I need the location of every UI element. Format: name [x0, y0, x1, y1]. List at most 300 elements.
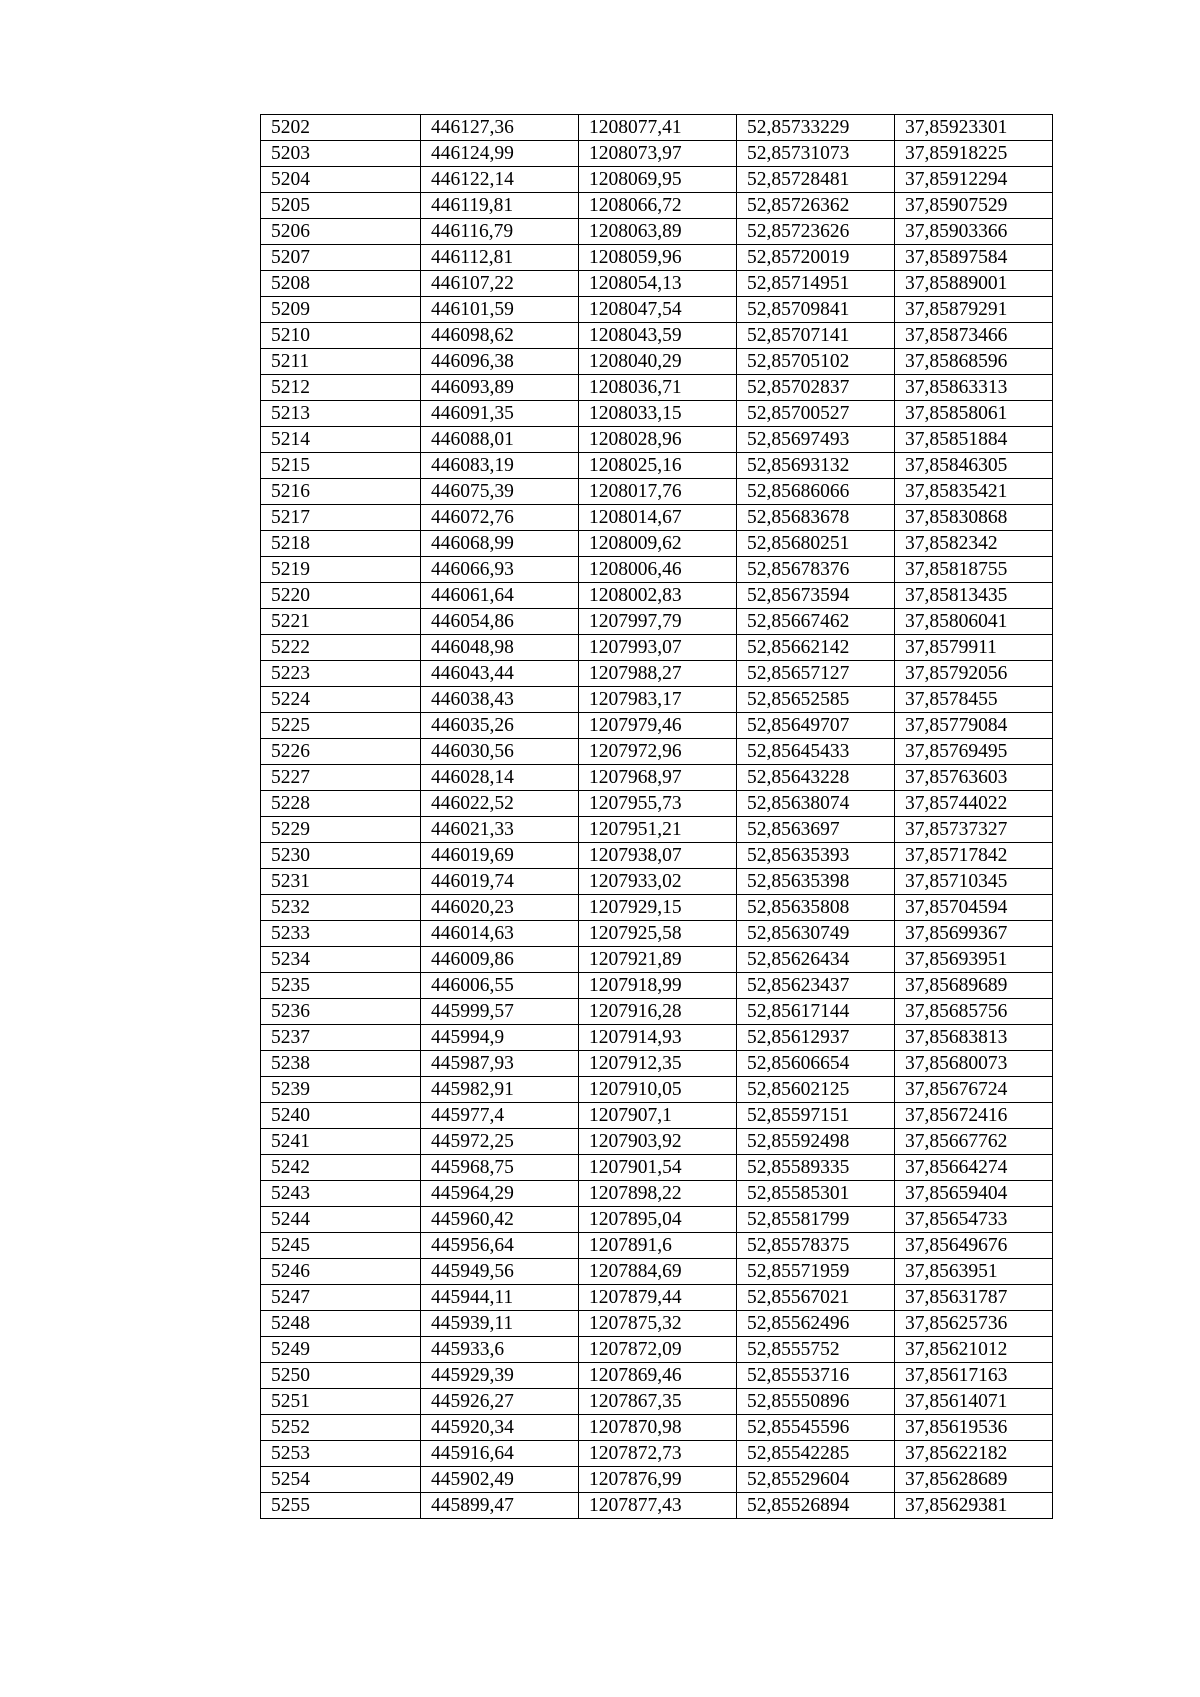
point-number-cell: 5213: [261, 401, 421, 427]
point-number-cell: 5217: [261, 505, 421, 531]
point-number-cell: 5229: [261, 817, 421, 843]
x-coordinate-cell: 446119,81: [421, 193, 579, 219]
point-number-cell: 5216: [261, 479, 421, 505]
x-coordinate-cell: 446038,43: [421, 687, 579, 713]
latitude-cell: 52,85643228: [737, 765, 895, 791]
table-row: [261, 1467, 1053, 1493]
x-coordinate-cell: 445999,57: [421, 999, 579, 1025]
x-coordinate-cell: 446054,86: [421, 609, 579, 635]
x-coordinate-cell: 446101,59: [421, 297, 579, 323]
point-number-cell: 5224: [261, 687, 421, 713]
table-row: [261, 661, 1053, 687]
latitude-cell: 52,85578375: [737, 1233, 895, 1259]
y-coordinate-cell: 1208073,97: [579, 141, 737, 167]
point-number-cell: 5208: [261, 271, 421, 297]
point-number-cell: 5252: [261, 1415, 421, 1441]
y-coordinate-cell: 1208028,96: [579, 427, 737, 453]
table-row: [261, 947, 1053, 973]
longitude-cell: 37,85779084: [895, 713, 1053, 739]
longitude-cell: 37,85676724: [895, 1077, 1053, 1103]
point-number-cell: 5202: [261, 115, 421, 141]
latitude-cell: 52,85657127: [737, 661, 895, 687]
table-row: [261, 479, 1053, 505]
latitude-cell: 52,85645433: [737, 739, 895, 765]
latitude-cell: 52,85542285: [737, 1441, 895, 1467]
x-coordinate-cell: 446083,19: [421, 453, 579, 479]
point-number-cell: 5238: [261, 1051, 421, 1077]
x-coordinate-cell: 446072,76: [421, 505, 579, 531]
x-coordinate-cell: 446019,74: [421, 869, 579, 895]
point-number-cell: 5210: [261, 323, 421, 349]
table-row: [261, 531, 1053, 557]
latitude-cell: 52,85697493: [737, 427, 895, 453]
table-row: [261, 1103, 1053, 1129]
longitude-cell: 37,85918225: [895, 141, 1053, 167]
point-number-cell: 5255: [261, 1493, 421, 1519]
y-coordinate-cell: 1208006,46: [579, 557, 737, 583]
latitude-cell: 52,85731073: [737, 141, 895, 167]
latitude-cell: 52,85693132: [737, 453, 895, 479]
longitude-cell: 37,85879291: [895, 297, 1053, 323]
y-coordinate-cell: 1207921,89: [579, 947, 737, 973]
longitude-cell: 37,85863313: [895, 375, 1053, 401]
point-number-cell: 5209: [261, 297, 421, 323]
latitude-cell: 52,85562496: [737, 1311, 895, 1337]
y-coordinate-cell: 1208002,83: [579, 583, 737, 609]
table-row: [261, 1233, 1053, 1259]
table-row: [261, 1259, 1053, 1285]
latitude-cell: 52,85726362: [737, 193, 895, 219]
y-coordinate-cell: 1208069,95: [579, 167, 737, 193]
longitude-cell: 37,85763603: [895, 765, 1053, 791]
y-coordinate-cell: 1208059,96: [579, 245, 737, 271]
longitude-cell: 37,85649676: [895, 1233, 1053, 1259]
point-number-cell: 5239: [261, 1077, 421, 1103]
point-number-cell: 5220: [261, 583, 421, 609]
y-coordinate-cell: 1208014,67: [579, 505, 737, 531]
point-number-cell: 5228: [261, 791, 421, 817]
latitude-cell: 52,85597151: [737, 1103, 895, 1129]
longitude-cell: 37,85654733: [895, 1207, 1053, 1233]
y-coordinate-cell: 1207983,17: [579, 687, 737, 713]
x-coordinate-cell: 445926,27: [421, 1389, 579, 1415]
table-row: [261, 115, 1053, 141]
x-coordinate-cell: 446107,22: [421, 271, 579, 297]
x-coordinate-cell: 446035,26: [421, 713, 579, 739]
x-coordinate-cell: 446020,23: [421, 895, 579, 921]
longitude-cell: 37,85659404: [895, 1181, 1053, 1207]
longitude-cell: 37,85897584: [895, 245, 1053, 271]
y-coordinate-cell: 1207903,92: [579, 1129, 737, 1155]
y-coordinate-cell: 1207870,98: [579, 1415, 737, 1441]
point-number-cell: 5215: [261, 453, 421, 479]
longitude-cell: 37,85835421: [895, 479, 1053, 505]
longitude-cell: 37,85912294: [895, 167, 1053, 193]
point-number-cell: 5218: [261, 531, 421, 557]
table-row: [261, 583, 1053, 609]
latitude-cell: 52,85617144: [737, 999, 895, 1025]
table-row: [261, 193, 1053, 219]
x-coordinate-cell: 445916,64: [421, 1441, 579, 1467]
x-coordinate-cell: 445964,29: [421, 1181, 579, 1207]
y-coordinate-cell: 1207912,35: [579, 1051, 737, 1077]
y-coordinate-cell: 1207895,04: [579, 1207, 737, 1233]
latitude-cell: 52,85606654: [737, 1051, 895, 1077]
longitude-cell: 37,85619536: [895, 1415, 1053, 1441]
longitude-cell: 37,85923301: [895, 115, 1053, 141]
latitude-cell: 52,85702837: [737, 375, 895, 401]
point-number-cell: 5214: [261, 427, 421, 453]
table-row: [261, 1129, 1053, 1155]
x-coordinate-cell: 446124,99: [421, 141, 579, 167]
x-coordinate-cell: 446030,56: [421, 739, 579, 765]
x-coordinate-cell: 446043,44: [421, 661, 579, 687]
x-coordinate-cell: 446048,98: [421, 635, 579, 661]
x-coordinate-cell: 446066,93: [421, 557, 579, 583]
table-row: [261, 401, 1053, 427]
point-number-cell: 5247: [261, 1285, 421, 1311]
x-coordinate-cell: 446021,33: [421, 817, 579, 843]
x-coordinate-cell: 446091,35: [421, 401, 579, 427]
latitude-cell: 52,85649707: [737, 713, 895, 739]
x-coordinate-cell: 446006,55: [421, 973, 579, 999]
point-number-cell: 5237: [261, 1025, 421, 1051]
longitude-cell: 37,85685756: [895, 999, 1053, 1025]
x-coordinate-cell: 445902,49: [421, 1467, 579, 1493]
point-number-cell: 5231: [261, 869, 421, 895]
y-coordinate-cell: 1207898,22: [579, 1181, 737, 1207]
y-coordinate-cell: 1207988,27: [579, 661, 737, 687]
latitude-cell: 52,85667462: [737, 609, 895, 635]
longitude-cell: 37,85903366: [895, 219, 1053, 245]
table-row: [261, 505, 1053, 531]
y-coordinate-cell: 1207914,93: [579, 1025, 737, 1051]
table-row: [261, 219, 1053, 245]
y-coordinate-cell: 1207968,97: [579, 765, 737, 791]
point-number-cell: 5240: [261, 1103, 421, 1129]
longitude-cell: 37,85858061: [895, 401, 1053, 427]
latitude-cell: 52,85720019: [737, 245, 895, 271]
latitude-cell: 52,85571959: [737, 1259, 895, 1285]
table-row: [261, 1363, 1053, 1389]
latitude-cell: 52,85733229: [737, 115, 895, 141]
longitude-cell: 37,85873466: [895, 323, 1053, 349]
longitude-cell: 37,85693951: [895, 947, 1053, 973]
table-row: [261, 557, 1053, 583]
latitude-cell: 52,85545596: [737, 1415, 895, 1441]
point-number-cell: 5230: [261, 843, 421, 869]
latitude-cell: 52,85686066: [737, 479, 895, 505]
latitude-cell: 52,85723626: [737, 219, 895, 245]
y-coordinate-cell: 1208054,13: [579, 271, 737, 297]
y-coordinate-cell: 1207877,43: [579, 1493, 737, 1519]
y-coordinate-cell: 1208025,16: [579, 453, 737, 479]
y-coordinate-cell: 1207891,6: [579, 1233, 737, 1259]
point-number-cell: 5242: [261, 1155, 421, 1181]
y-coordinate-cell: 1208040,29: [579, 349, 737, 375]
latitude-cell: 52,85581799: [737, 1207, 895, 1233]
longitude-cell: 37,8579911: [895, 635, 1053, 661]
longitude-cell: 37,85631787: [895, 1285, 1053, 1311]
table-row: [261, 1493, 1053, 1519]
y-coordinate-cell: 1207907,1: [579, 1103, 737, 1129]
longitude-cell: 37,85907529: [895, 193, 1053, 219]
table-row: [261, 1389, 1053, 1415]
point-number-cell: 5219: [261, 557, 421, 583]
table-row: [261, 1207, 1053, 1233]
latitude-cell: 52,85567021: [737, 1285, 895, 1311]
y-coordinate-cell: 1207916,28: [579, 999, 737, 1025]
latitude-cell: 52,85709841: [737, 297, 895, 323]
x-coordinate-cell: 445929,39: [421, 1363, 579, 1389]
table-row: [261, 1337, 1053, 1363]
latitude-cell: 52,85553716: [737, 1363, 895, 1389]
longitude-cell: 37,85717842: [895, 843, 1053, 869]
table-row: [261, 1025, 1053, 1051]
point-number-cell: 5241: [261, 1129, 421, 1155]
point-number-cell: 5254: [261, 1467, 421, 1493]
y-coordinate-cell: 1208033,15: [579, 401, 737, 427]
point-number-cell: 5206: [261, 219, 421, 245]
table-row: [261, 791, 1053, 817]
y-coordinate-cell: 1207997,79: [579, 609, 737, 635]
point-number-cell: 5212: [261, 375, 421, 401]
latitude-cell: 52,85630749: [737, 921, 895, 947]
longitude-cell: 37,85806041: [895, 609, 1053, 635]
point-number-cell: 5236: [261, 999, 421, 1025]
table-row: [261, 635, 1053, 661]
point-number-cell: 5222: [261, 635, 421, 661]
x-coordinate-cell: 446116,79: [421, 219, 579, 245]
latitude-cell: 52,85626434: [737, 947, 895, 973]
table-row: [261, 141, 1053, 167]
table-row: [261, 999, 1053, 1025]
table-row: [261, 1181, 1053, 1207]
x-coordinate-cell: 446112,81: [421, 245, 579, 271]
x-coordinate-cell: 445956,64: [421, 1233, 579, 1259]
latitude-cell: 52,85550896: [737, 1389, 895, 1415]
x-coordinate-cell: 445982,91: [421, 1077, 579, 1103]
table-row: [261, 739, 1053, 765]
x-coordinate-cell: 445968,75: [421, 1155, 579, 1181]
latitude-cell: 52,85589335: [737, 1155, 895, 1181]
y-coordinate-cell: 1207876,99: [579, 1467, 737, 1493]
table-row: [261, 1051, 1053, 1077]
x-coordinate-cell: 446122,14: [421, 167, 579, 193]
x-coordinate-cell: 445960,42: [421, 1207, 579, 1233]
y-coordinate-cell: 1207938,07: [579, 843, 737, 869]
y-coordinate-cell: 1207872,73: [579, 1441, 737, 1467]
y-coordinate-cell: 1207925,58: [579, 921, 737, 947]
point-number-cell: 5245: [261, 1233, 421, 1259]
y-coordinate-cell: 1207955,73: [579, 791, 737, 817]
longitude-cell: 37,85737327: [895, 817, 1053, 843]
x-coordinate-cell: 445933,6: [421, 1337, 579, 1363]
y-coordinate-cell: 1208063,89: [579, 219, 737, 245]
x-coordinate-cell: 446127,36: [421, 115, 579, 141]
table-row: [261, 713, 1053, 739]
latitude-cell: 52,85635808: [737, 895, 895, 921]
y-coordinate-cell: 1207933,02: [579, 869, 737, 895]
table-row: [261, 349, 1053, 375]
point-number-cell: 5250: [261, 1363, 421, 1389]
point-number-cell: 5221: [261, 609, 421, 635]
y-coordinate-cell: 1207901,54: [579, 1155, 737, 1181]
latitude-cell: 52,85678376: [737, 557, 895, 583]
latitude-cell: 52,85526894: [737, 1493, 895, 1519]
x-coordinate-cell: 445977,4: [421, 1103, 579, 1129]
table-row: [261, 427, 1053, 453]
latitude-cell: 52,85635398: [737, 869, 895, 895]
longitude-cell: 37,8563951: [895, 1259, 1053, 1285]
longitude-cell: 37,85664274: [895, 1155, 1053, 1181]
x-coordinate-cell: 446088,01: [421, 427, 579, 453]
longitude-cell: 37,8582342: [895, 531, 1053, 557]
x-coordinate-cell: 445994,9: [421, 1025, 579, 1051]
y-coordinate-cell: 1207867,35: [579, 1389, 737, 1415]
point-number-cell: 5226: [261, 739, 421, 765]
point-number-cell: 5223: [261, 661, 421, 687]
longitude-cell: 37,85813435: [895, 583, 1053, 609]
y-coordinate-cell: 1207993,07: [579, 635, 737, 661]
point-number-cell: 5203: [261, 141, 421, 167]
latitude-cell: 52,85529604: [737, 1467, 895, 1493]
latitude-cell: 52,85705102: [737, 349, 895, 375]
longitude-cell: 37,85672416: [895, 1103, 1053, 1129]
longitude-cell: 37,85704594: [895, 895, 1053, 921]
table-row: [261, 1415, 1053, 1441]
x-coordinate-cell: 446061,64: [421, 583, 579, 609]
y-coordinate-cell: 1208036,71: [579, 375, 737, 401]
y-coordinate-cell: 1207929,15: [579, 895, 737, 921]
longitude-cell: 37,85889001: [895, 271, 1053, 297]
latitude-cell: 52,85700527: [737, 401, 895, 427]
latitude-cell: 52,85680251: [737, 531, 895, 557]
latitude-cell: 52,85662142: [737, 635, 895, 661]
y-coordinate-cell: 1207879,44: [579, 1285, 737, 1311]
longitude-cell: 37,85868596: [895, 349, 1053, 375]
latitude-cell: 52,85707141: [737, 323, 895, 349]
latitude-cell: 52,85612937: [737, 1025, 895, 1051]
longitude-cell: 37,85699367: [895, 921, 1053, 947]
y-coordinate-cell: 1207869,46: [579, 1363, 737, 1389]
y-coordinate-cell: 1207972,96: [579, 739, 737, 765]
point-number-cell: 5227: [261, 765, 421, 791]
y-coordinate-cell: 1207910,05: [579, 1077, 737, 1103]
table-row: [261, 297, 1053, 323]
y-coordinate-cell: 1208017,76: [579, 479, 737, 505]
latitude-cell: 52,85592498: [737, 1129, 895, 1155]
x-coordinate-cell: 446022,52: [421, 791, 579, 817]
latitude-cell: 52,85635393: [737, 843, 895, 869]
longitude-cell: 37,85629381: [895, 1493, 1053, 1519]
latitude-cell: 52,85623437: [737, 973, 895, 999]
x-coordinate-cell: 445899,47: [421, 1493, 579, 1519]
latitude-cell: 52,85728481: [737, 167, 895, 193]
x-coordinate-cell: 446019,69: [421, 843, 579, 869]
x-coordinate-cell: 446098,62: [421, 323, 579, 349]
longitude-cell: 37,85680073: [895, 1051, 1053, 1077]
point-number-cell: 5246: [261, 1259, 421, 1285]
coordinates-table: [260, 114, 1053, 1519]
table-row: [261, 817, 1053, 843]
latitude-cell: 52,85585301: [737, 1181, 895, 1207]
table-row: [261, 453, 1053, 479]
latitude-cell: 52,85602125: [737, 1077, 895, 1103]
x-coordinate-cell: 446009,86: [421, 947, 579, 973]
y-coordinate-cell: 1208077,41: [579, 115, 737, 141]
longitude-cell: 37,85621012: [895, 1337, 1053, 1363]
longitude-cell: 37,85846305: [895, 453, 1053, 479]
longitude-cell: 37,85710345: [895, 869, 1053, 895]
latitude-cell: 52,85714951: [737, 271, 895, 297]
y-coordinate-cell: 1208047,54: [579, 297, 737, 323]
longitude-cell: 37,85614071: [895, 1389, 1053, 1415]
x-coordinate-cell: 445944,11: [421, 1285, 579, 1311]
x-coordinate-cell: 445972,25: [421, 1129, 579, 1155]
point-number-cell: 5211: [261, 349, 421, 375]
y-coordinate-cell: 1207951,21: [579, 817, 737, 843]
table-row: [261, 973, 1053, 999]
y-coordinate-cell: 1207918,99: [579, 973, 737, 999]
point-number-cell: 5233: [261, 921, 421, 947]
y-coordinate-cell: 1207979,46: [579, 713, 737, 739]
point-number-cell: 5225: [261, 713, 421, 739]
table-row: [261, 921, 1053, 947]
longitude-cell: 37,85628689: [895, 1467, 1053, 1493]
point-number-cell: 5253: [261, 1441, 421, 1467]
y-coordinate-cell: 1207872,09: [579, 1337, 737, 1363]
point-number-cell: 5244: [261, 1207, 421, 1233]
point-number-cell: 5234: [261, 947, 421, 973]
longitude-cell: 37,85667762: [895, 1129, 1053, 1155]
table-row: [261, 1311, 1053, 1337]
table-row: [261, 1077, 1053, 1103]
longitude-cell: 37,85851884: [895, 427, 1053, 453]
table-row: [261, 843, 1053, 869]
table-row: [261, 167, 1053, 193]
table-row: [261, 869, 1053, 895]
y-coordinate-cell: 1207875,32: [579, 1311, 737, 1337]
table-row: [261, 765, 1053, 791]
y-coordinate-cell: 1207884,69: [579, 1259, 737, 1285]
point-number-cell: 5205: [261, 193, 421, 219]
latitude-cell: 52,85673594: [737, 583, 895, 609]
table-row: [261, 375, 1053, 401]
longitude-cell: 37,85744022: [895, 791, 1053, 817]
longitude-cell: 37,85617163: [895, 1363, 1053, 1389]
longitude-cell: 37,85792056: [895, 661, 1053, 687]
point-number-cell: 5235: [261, 973, 421, 999]
x-coordinate-cell: 445939,11: [421, 1311, 579, 1337]
x-coordinate-cell: 445949,56: [421, 1259, 579, 1285]
latitude-cell: 52,85638074: [737, 791, 895, 817]
table-row: [261, 609, 1053, 635]
x-coordinate-cell: 446028,14: [421, 765, 579, 791]
table-row: [261, 687, 1053, 713]
latitude-cell: 52,8555752: [737, 1337, 895, 1363]
point-number-cell: 5207: [261, 245, 421, 271]
x-coordinate-cell: 446096,38: [421, 349, 579, 375]
latitude-cell: 52,8563697: [737, 817, 895, 843]
x-coordinate-cell: 445987,93: [421, 1051, 579, 1077]
longitude-cell: 37,85689689: [895, 973, 1053, 999]
y-coordinate-cell: 1208043,59: [579, 323, 737, 349]
x-coordinate-cell: 446093,89: [421, 375, 579, 401]
point-number-cell: 5249: [261, 1337, 421, 1363]
x-coordinate-cell: 445920,34: [421, 1415, 579, 1441]
longitude-cell: 37,85769495: [895, 739, 1053, 765]
